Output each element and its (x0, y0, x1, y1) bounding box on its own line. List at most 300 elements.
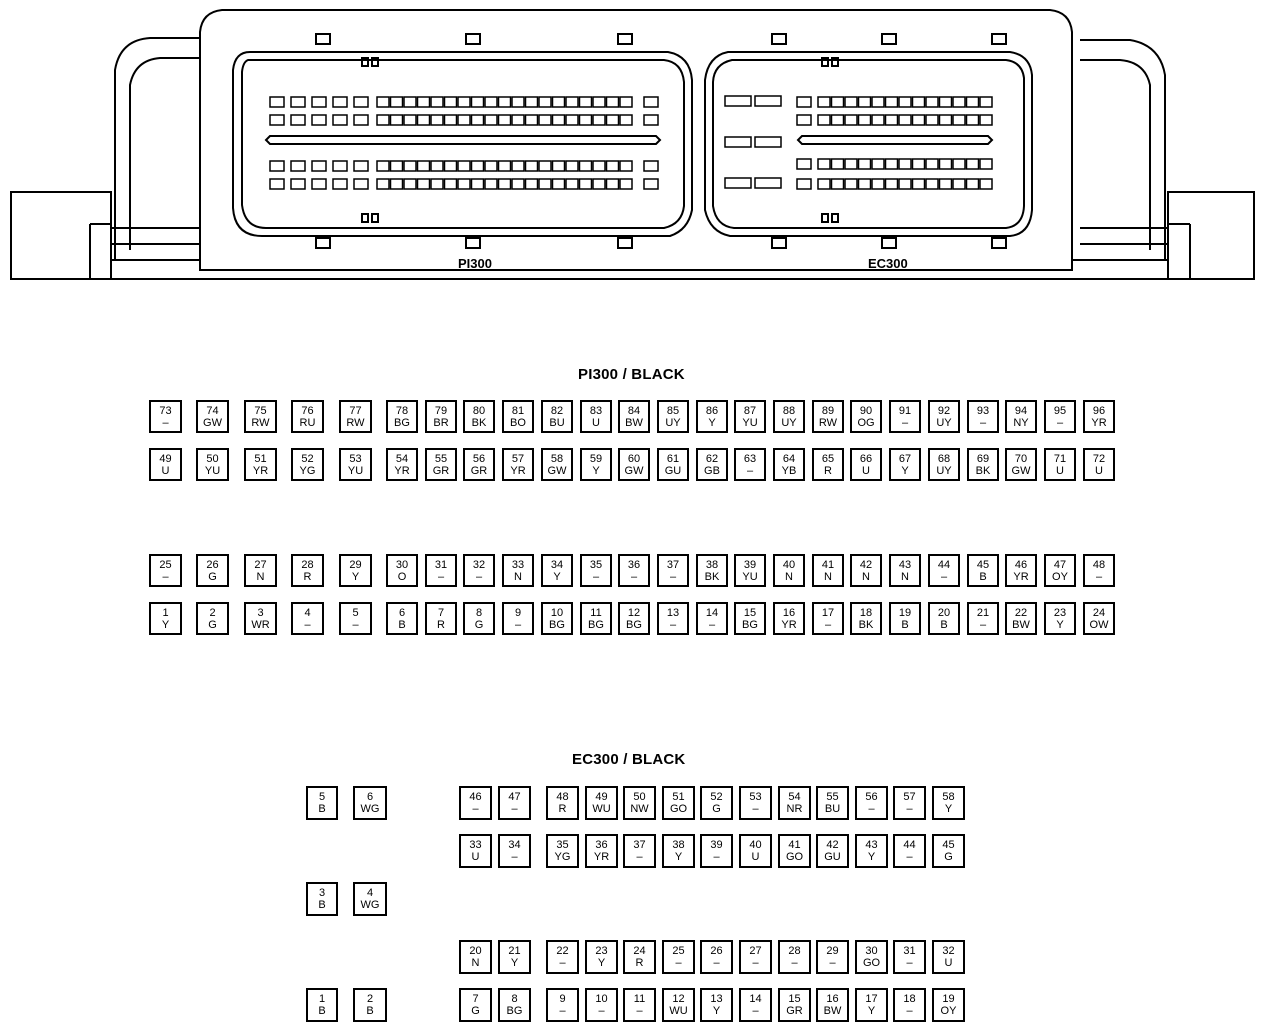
wire-color: Y (944, 803, 953, 815)
pin-number: 36 (627, 558, 641, 571)
pin-number: 44 (937, 558, 951, 571)
wire-color: – (713, 851, 720, 863)
pin-number: 11 (633, 993, 646, 1005)
wire-color: – (791, 957, 798, 969)
pin-number: 46 (469, 791, 482, 803)
pi300-pin-65 (812, 448, 844, 481)
wire-color: – (437, 570, 445, 583)
ec300-pin-25 (662, 940, 695, 974)
pi300-pin-63 (734, 448, 766, 481)
wire-color: – (511, 803, 518, 815)
wire-color: YU (204, 464, 221, 477)
wire-color: B (979, 570, 987, 583)
wire-color: U (751, 851, 760, 863)
pin-number: 44 (903, 839, 916, 851)
wire-color: – (636, 851, 643, 863)
pin-number: 23 (595, 945, 608, 957)
wire-color: BU (824, 803, 841, 815)
pin-number: 49 (595, 791, 608, 803)
pin-number: 59 (589, 452, 603, 465)
pi300-pin-96 (1083, 400, 1115, 433)
pin-number: 68 (937, 452, 951, 465)
ec300-pin-38 (662, 834, 695, 868)
wire-color: NW (630, 803, 649, 815)
pi300-pin-1 (149, 602, 182, 635)
wire-color: Y (867, 851, 876, 863)
wire-color: GU (824, 851, 841, 863)
wire-color: OY (1052, 570, 1068, 583)
pin-number: 58 (942, 791, 955, 803)
pin-number: 32 (472, 558, 486, 571)
pin-number: 19 (898, 606, 912, 619)
pin-number: 25 (672, 945, 685, 957)
ec300-pin-24 (623, 940, 656, 974)
pin-number: 85 (666, 404, 680, 417)
wire-color: BG (626, 618, 642, 631)
wire-color: – (1056, 416, 1064, 429)
wire-color: UY (781, 416, 797, 429)
wire-color: RW (251, 416, 270, 429)
pi300-pin-91 (889, 400, 921, 433)
ecu-label-ec300: EC300 (868, 256, 908, 271)
wire-color: Y (708, 416, 716, 429)
pin-number: 28 (788, 945, 801, 957)
pin-number: 52 (301, 452, 314, 465)
pin-number: 8 (511, 993, 518, 1005)
pin-number: 18 (903, 993, 916, 1005)
pin-number: 47 (1053, 558, 1067, 571)
pin-number: 24 (1092, 606, 1106, 619)
pin-number: 9 (514, 606, 522, 619)
pin-number: 57 (903, 791, 916, 803)
pin-number: 96 (1092, 404, 1106, 417)
wire-color: GR (786, 1005, 803, 1017)
pin-number: 70 (1014, 452, 1028, 465)
pin-number: 46 (1014, 558, 1028, 571)
pi300-pin-14 (696, 602, 728, 635)
wire-color: YR (510, 464, 526, 477)
ec300-pin-33 (459, 834, 492, 868)
pin-number: 39 (710, 839, 723, 851)
pin-number: 20 (937, 606, 951, 619)
wire-color: G (471, 1005, 480, 1017)
wire-color: – (906, 957, 913, 969)
pin-number: 62 (705, 452, 719, 465)
wire-color: YR (781, 618, 797, 631)
pin-number: 28 (301, 558, 314, 571)
pin-number: 67 (898, 452, 912, 465)
pi300-pin-81 (502, 400, 534, 433)
ec300-pin-56 (855, 786, 888, 820)
pin-number: 81 (511, 404, 525, 417)
wire-color: Y (510, 957, 519, 969)
pin-number: 19 (942, 993, 955, 1005)
wire-color: R (635, 957, 644, 969)
wire-color: BW (1012, 618, 1030, 631)
ec300-pin-15 (778, 988, 811, 1022)
wire-color: – (906, 803, 913, 815)
wire-color: R (437, 618, 445, 631)
pi300-pin-31 (425, 554, 457, 587)
wire-color: O (397, 570, 407, 583)
pin-number: 5 (318, 791, 326, 803)
pin-number: 13 (666, 606, 680, 619)
pi300-pin-95 (1044, 400, 1076, 433)
pin-number: 9 (559, 993, 566, 1005)
pin-number: 75 (254, 404, 267, 417)
wire-color: – (1095, 570, 1103, 583)
pin-number: 3 (257, 606, 264, 619)
pin-number: 6 (366, 791, 374, 803)
ec300-pin-6 (353, 786, 387, 820)
pin-number: 78 (395, 404, 409, 417)
wire-color: – (746, 464, 754, 477)
wire-color: – (708, 618, 716, 631)
wire-color: – (304, 618, 311, 631)
wire-color: YR (394, 464, 410, 477)
wire-color: GW (547, 464, 567, 477)
ec300-pin-10 (585, 988, 618, 1022)
wire-color: UY (936, 464, 952, 477)
pin-number: 80 (472, 404, 486, 417)
ec300-pin-46 (459, 786, 492, 820)
pi300-pin-82 (541, 400, 573, 433)
pi300-pin-36 (618, 554, 650, 587)
ec300-pin-1 (306, 988, 338, 1022)
wire-color: BR (433, 416, 449, 429)
wire-color: Y (351, 570, 360, 583)
wire-color: N (901, 570, 909, 583)
wire-color: – (979, 618, 987, 631)
pin-number: 23 (1053, 606, 1067, 619)
wire-color: – (636, 1005, 643, 1017)
ec300-title: EC300 / BLACK (572, 751, 686, 768)
wire-color: B (318, 899, 326, 911)
wire-color: GO (669, 803, 688, 815)
pin-number: 26 (710, 945, 723, 957)
wire-color: Y (597, 957, 606, 969)
pi300-pin-18 (850, 602, 882, 635)
wire-color: BW (823, 1005, 842, 1017)
wire-color: – (475, 570, 483, 583)
pin-number: 49 (159, 452, 172, 465)
wire-color: U (471, 851, 480, 863)
pin-number: 74 (206, 404, 219, 417)
ec300-pin-52 (700, 786, 733, 820)
pin-number: 10 (550, 606, 564, 619)
wire-color: BK (975, 464, 991, 477)
wire-color: BO (510, 416, 526, 429)
wire-color: B (901, 618, 909, 631)
pin-number: 60 (627, 452, 641, 465)
pin-number: 48 (556, 791, 569, 803)
pin-number: 30 (395, 558, 409, 571)
wire-color: GW (624, 464, 644, 477)
pin-number: 26 (206, 558, 219, 571)
ec300-pin-14 (739, 988, 772, 1022)
pi300-pin-30 (386, 554, 418, 587)
wire-color: B (318, 1005, 326, 1017)
pin-number: 10 (595, 993, 608, 1005)
wire-color: WG (360, 803, 380, 815)
pin-number: 66 (859, 452, 873, 465)
ec300-pin-26 (700, 940, 733, 974)
wire-color: N (824, 570, 832, 583)
wire-color: RW (818, 416, 838, 429)
pin-number: 39 (743, 558, 757, 571)
pin-number: 65 (821, 452, 835, 465)
pi300-pin-8 (463, 602, 495, 635)
pin-number: 36 (595, 839, 608, 851)
pi300-pin-42 (850, 554, 882, 587)
wire-color: – (559, 957, 566, 969)
pin-number: 89 (821, 404, 835, 417)
pin-number: 12 (627, 606, 641, 619)
pi300-pin-76 (291, 400, 324, 433)
pi300-pin-93 (967, 400, 999, 433)
ec300-pin-39 (700, 834, 733, 868)
wire-color: BU (549, 416, 565, 429)
pi300-pin-11 (580, 602, 612, 635)
pi300-pin-50 (196, 448, 229, 481)
pi300-pin-38 (696, 554, 728, 587)
pin-number: 40 (782, 558, 796, 571)
pi300-pin-9 (502, 602, 534, 635)
wire-color: G (474, 618, 484, 631)
wire-color: GB (704, 464, 720, 477)
wire-color: GW (203, 416, 222, 429)
pin-number: 51 (672, 791, 685, 803)
pin-number: 55 (826, 791, 839, 803)
pin-number: 17 (865, 993, 878, 1005)
wire-color: – (162, 416, 169, 429)
pin-number: 14 (749, 993, 762, 1005)
pi300-pin-15 (734, 602, 766, 635)
pi300-pin-48 (1083, 554, 1115, 587)
pin-number: 29 (826, 945, 839, 957)
ec300-pin-29 (816, 940, 849, 974)
wire-color: U (944, 957, 953, 969)
pi300-pin-41 (812, 554, 844, 587)
pin-number: 2 (209, 606, 216, 619)
pi300-pin-68 (928, 448, 960, 481)
pi300-pin-40 (773, 554, 805, 587)
pi300-pin-83 (580, 400, 612, 433)
wire-color: U (862, 464, 870, 477)
pin-number: 3 (318, 887, 326, 899)
wire-color: NY (1013, 416, 1029, 429)
wire-color: – (514, 618, 522, 631)
pin-number: 21 (508, 945, 521, 957)
wire-color: GO (785, 851, 804, 863)
wire-color: G (944, 851, 953, 863)
ec300-pin-11 (623, 988, 656, 1022)
pin-number: 4 (366, 887, 374, 899)
wire-color: BG (588, 618, 604, 631)
pin-number: 76 (301, 404, 314, 417)
wire-color: B (366, 1005, 374, 1017)
pin-number: 72 (1092, 452, 1106, 465)
pin-number: 91 (898, 404, 912, 417)
pin-number: 33 (469, 839, 482, 851)
ec300-pin-58 (932, 786, 965, 820)
pin-number: 79 (434, 404, 448, 417)
ec300-pin-53 (739, 786, 772, 820)
wire-color: – (352, 618, 359, 631)
ec300-pin-41 (778, 834, 811, 868)
wire-color: BW (625, 416, 643, 429)
pi300-pin-75 (244, 400, 277, 433)
ec300-pin-8 (498, 988, 531, 1022)
pin-number: 50 (206, 452, 219, 465)
pi300-pin-25 (149, 554, 182, 587)
wire-color: Y (901, 464, 909, 477)
wire-color: YR (593, 851, 610, 863)
pi300-pin-43 (889, 554, 921, 587)
wire-color: – (906, 851, 913, 863)
pi300-pin-21 (967, 602, 999, 635)
pi300-pin-12 (618, 602, 650, 635)
pin-number: 41 (788, 839, 801, 851)
pin-number: 87 (743, 404, 757, 417)
wire-color: WG (360, 899, 380, 911)
wire-color: – (752, 1005, 759, 1017)
wire-color: RW (346, 416, 365, 429)
pin-number: 45 (976, 558, 990, 571)
wire-color: – (901, 416, 909, 429)
ec300-pin-49 (585, 786, 618, 820)
pi300-pin-19 (889, 602, 921, 635)
pin-number: 2 (366, 993, 374, 1005)
ec300-pin-35 (546, 834, 579, 868)
pin-number: 42 (826, 839, 839, 851)
wire-color: G (208, 570, 217, 583)
pin-number: 57 (511, 452, 525, 465)
wire-color: Y (592, 464, 600, 477)
ecu-connector-drawing (0, 0, 1280, 290)
pin-number: 42 (859, 558, 873, 571)
pin-number: 38 (672, 839, 685, 851)
pi300-pin-79 (425, 400, 457, 433)
wire-color: YR (252, 464, 269, 477)
pin-number: 56 (865, 791, 878, 803)
pi300-pin-60 (618, 448, 650, 481)
pi300-pin-70 (1005, 448, 1037, 481)
ec300-pin-12 (662, 988, 695, 1022)
wire-color: Y (867, 1005, 876, 1017)
pin-number: 16 (782, 606, 796, 619)
pin-number: 51 (254, 452, 267, 465)
pin-number: 61 (666, 452, 680, 465)
pi300-pin-20 (928, 602, 960, 635)
wire-color: YG (554, 851, 571, 863)
pin-number: 37 (666, 558, 680, 571)
pin-number: 4 (304, 606, 311, 619)
ec300-pin-20 (459, 940, 492, 974)
wire-color: OG (857, 416, 875, 429)
ec300-pin-57 (893, 786, 926, 820)
wire-color: BG (506, 1005, 523, 1017)
wire-color: YB (781, 464, 797, 477)
wire-color: – (559, 1005, 566, 1017)
pi300-pin-7 (425, 602, 457, 635)
wire-color: BK (471, 416, 487, 429)
wire-color: – (630, 570, 638, 583)
pin-number: 43 (898, 558, 912, 571)
ec300-pin-48 (546, 786, 579, 820)
pi300-pin-34 (541, 554, 573, 587)
pi300-pin-51 (244, 448, 277, 481)
pin-number: 7 (437, 606, 445, 619)
wire-color: – (940, 570, 948, 583)
wire-color: BK (858, 618, 874, 631)
pin-number: 47 (508, 791, 521, 803)
pin-number: 33 (511, 558, 525, 571)
wire-color: UY (665, 416, 681, 429)
pin-number: 7 (472, 993, 479, 1005)
wire-color: BK (704, 570, 720, 583)
wire-color: – (829, 957, 836, 969)
wire-color: B (398, 618, 406, 631)
pi300-pin-74 (196, 400, 229, 433)
pi300-pin-92 (928, 400, 960, 433)
ec300-pin-51 (662, 786, 695, 820)
wire-color: Y (712, 1005, 721, 1017)
ec300-pin-43 (855, 834, 888, 868)
wire-color: YR (1013, 570, 1029, 583)
pi300-pin-58 (541, 448, 573, 481)
wire-color: G (208, 618, 217, 631)
wire-color: – (752, 957, 759, 969)
pin-number: 86 (705, 404, 719, 417)
wire-color: G (712, 803, 721, 815)
pin-number: 27 (254, 558, 267, 571)
pin-number: 21 (976, 606, 990, 619)
wire-color: R (558, 803, 567, 815)
ec300-pin-28 (778, 940, 811, 974)
pi300-pin-77 (339, 400, 372, 433)
ec300-pin-36 (585, 834, 618, 868)
pin-number: 95 (1053, 404, 1067, 417)
pi300-pin-71 (1044, 448, 1076, 481)
wire-color: BG (549, 618, 565, 631)
pi300-pin-4 (291, 602, 324, 635)
pin-number: 17 (821, 606, 835, 619)
wire-color: WR (251, 618, 270, 631)
pi300-pin-49 (149, 448, 182, 481)
pi300-pin-72 (1083, 448, 1115, 481)
pi300-pin-29 (339, 554, 372, 587)
pi300-pin-16 (773, 602, 805, 635)
wire-color: YU (742, 570, 758, 583)
pi300-pin-80 (463, 400, 495, 433)
pi300-pin-47 (1044, 554, 1076, 587)
pin-number: 84 (627, 404, 641, 417)
ec300-pin-30 (855, 940, 888, 974)
pin-number: 45 (942, 839, 955, 851)
pin-number: 15 (788, 993, 801, 1005)
wire-color: N (862, 570, 870, 583)
pi300-pin-87 (734, 400, 766, 433)
pi300-pin-52 (291, 448, 324, 481)
pi300-pin-27 (244, 554, 277, 587)
wire-color: – (824, 618, 832, 631)
pin-number: 16 (826, 993, 839, 1005)
ecu-label-pi300: PI300 (458, 256, 492, 271)
ec300-pin-40 (739, 834, 772, 868)
pin-number: 35 (556, 839, 569, 851)
pi300-pin-13 (657, 602, 689, 635)
